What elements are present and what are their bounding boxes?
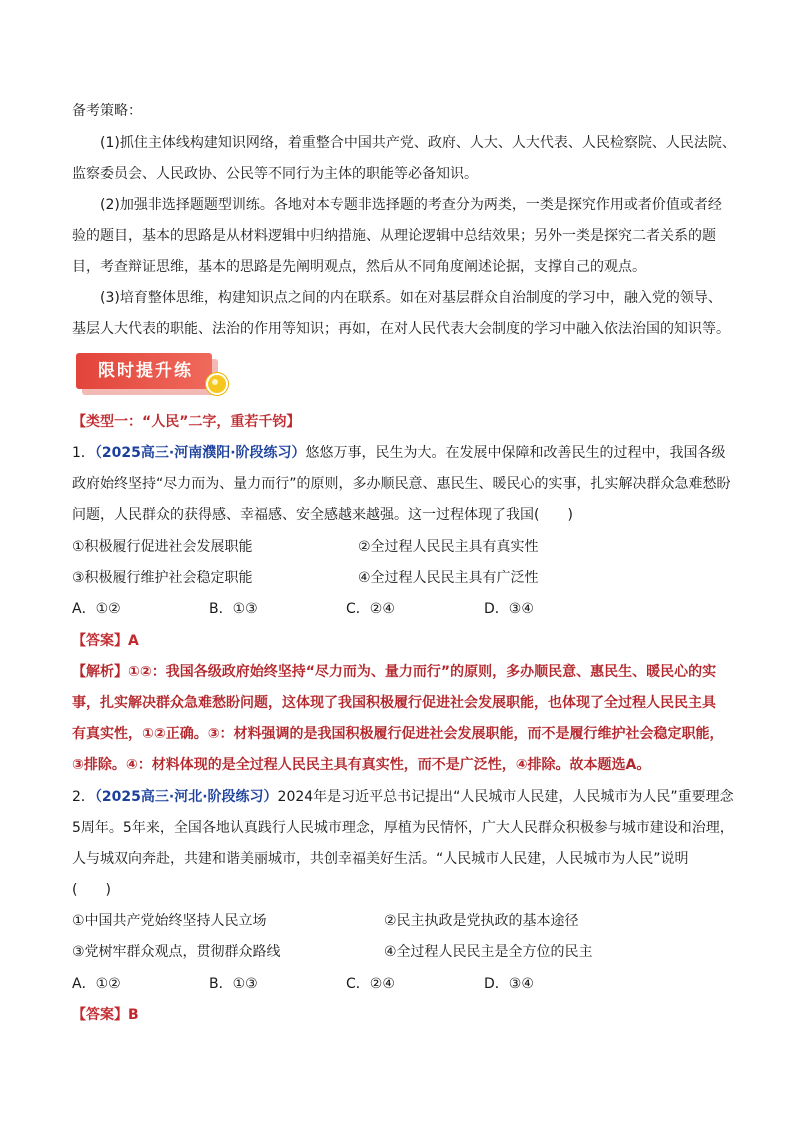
section-badge (76, 353, 220, 397)
q2-statement-2: ②民主执政是党执政的基本途径 (384, 913, 579, 929)
q2-option-d: D．③④ (484, 976, 534, 992)
q2-stem-line-4: ( ) (72, 882, 111, 898)
q2-stem-line-3: 人与城双向奔赴，共建和谐美丽城市，共创幸福美好生活。“人民城市人民建，人民城市为人民”说明 (72, 851, 689, 867)
strategy-point-2-line-3: 目，考查辩证思维，基本的思路是先阐明观点，然后从不同角度阐述论据，支撑自己的观点。 (72, 259, 646, 275)
q2-stem-text: 2024年是习近平总书记提出“人民城市人民建，人民城市为人民”重要理念 (277, 789, 734, 805)
q1-answer-label: 【答案】 (72, 633, 128, 649)
q2-option-c: C．②④ (346, 976, 395, 992)
q1-option-d: D．③④ (484, 601, 534, 617)
strategy-point-3-line-2: 基层人大代表的职能、法治的作用等知识；再如，在对人民代表大会制度的学习中融入依法治国的知识等。 (72, 321, 730, 337)
q1-option-a: A．①② (72, 601, 121, 617)
q1-analysis-line-2: 事，扎实解决群众急难愁盼问题，这体现了我国积极履行促进社会发展职能，也体现了全过程人民民主具 (72, 695, 716, 711)
strategy-title: 备考策略： (72, 103, 142, 119)
q1-analysis-label: 【解析】 (72, 664, 128, 680)
badge-dot-icon (206, 373, 228, 395)
q1-statement-1: ①积极履行促进社会发展职能 (72, 539, 253, 555)
q1-statement-3: ③积极履行维护社会稳定职能 (72, 570, 253, 586)
q1-stem-line-3: 问题，人民群众的获得感、幸福感、安全感越来越强。这一过程体现了我国( ) (72, 507, 573, 523)
type-heading: 【类型一：“人民”二字，重若千钧】 (72, 414, 301, 430)
q1-analysis-line-3: 有真实性，①②正确。③：材料强调的是我国积极履行促进社会发展职能，而不是履行维护社会稳定职能， (72, 726, 724, 742)
strategy-point-3-line-1: (3)培育整体思维，构建知识点之间的内在联系。如在对基层群众自治制度的学习中，融入党的领导、 (100, 290, 722, 306)
q2-statement-3: ③党树牢群众观点，贯彻群众路线 (72, 944, 281, 960)
q1-statement-2: ②全过程人民民主具有真实性 (358, 539, 539, 555)
q2-statement-1: ①中国共产党始终坚持人民立场 (72, 913, 267, 929)
strategy-point-1-line-2: 监察委员会、人民政协、公民等不同行为主体的职能等必备知识。 (72, 166, 478, 182)
q2-source: （2025高三·河北·阶段练习） (94, 789, 278, 805)
q2-statement-4: ④全过程人民民主是全方位的民主 (384, 944, 593, 960)
q1-stem-line-2: 政府始终坚持“尽力而为、量力而行”的原则，多办顺民意、惠民生、暖民心的实事，扎实解决群众急难愁盼 (72, 476, 731, 492)
q1-stem-text: 悠悠万事，民生为大。在发展中保障和改善民生的过程中，我国各级 (305, 445, 726, 461)
strategy-point-1-line-1: (1)抓住主体线构建知识网络，着重整合中国共产党、政府、人大、人大代表、人民检察院、人民法院、 (100, 135, 736, 151)
q1-answer-value: A (128, 633, 139, 649)
q2-number: 2． (72, 789, 95, 805)
q2-answer-label: 【答案】 (72, 1007, 128, 1023)
q2-stem-line-2: 5周年。5年来，全国各地认真践行人民城市理念，厚植为民情怀，广大人民群众积极参与城市建设和治理， (72, 820, 734, 836)
strategy-point-2-line-2: 验的题目，基本的思路是从材料逻辑中归纳措施、从理论逻辑中总结效果；另外一类是探究二者关系的题 (72, 228, 716, 244)
q1-stem-line-1 (72, 443, 726, 463)
q1-answer (72, 631, 139, 651)
q2-option-b: B．①③ (209, 976, 258, 992)
q1-analysis-line-4: ③排除。④：材料体现的是全过程人民民主具有真实性，而不是广泛性，④排除。故本题选A。 (72, 757, 651, 773)
badge-label: 限时提升练 (76, 353, 212, 389)
q2-option-a: A．①② (72, 976, 121, 992)
q2-answer-value: B (128, 1007, 139, 1023)
strategy-point-2-line-1: (2)加强非选择题题型训练。各地对本专题非选择题的考查分为两类，一类是探究作用或者价值或者经 (100, 197, 722, 213)
q1-option-b: B．①③ (209, 601, 258, 617)
q1-number: 1． (72, 445, 95, 461)
q2-answer (72, 1005, 139, 1025)
q1-analysis-line-1 (72, 662, 716, 682)
q1-source: （2025高三·河南濮阳·阶段练习） (94, 445, 306, 461)
q2-stem-line-1 (72, 787, 734, 807)
q1-statement-4: ④全过程人民民主具有广泛性 (358, 570, 539, 586)
q1-analysis-text-1: ①②：我国各级政府始终坚持“尽力而为、量力而行”的原则，多办顺民意、惠民生、暖民心的实 (128, 664, 717, 680)
q1-option-c: C．②④ (346, 601, 395, 617)
